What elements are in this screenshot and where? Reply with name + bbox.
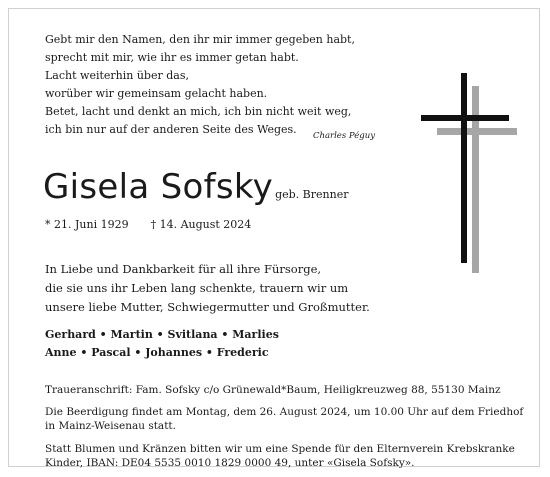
donation-line: Statt Blumen und Kränzen bitten wir um eine Spende für den Elternverein Krebskranke [45, 443, 515, 455]
obituary-card [8, 8, 540, 467]
poem-line: Lacht weiterhin über das, [45, 69, 189, 82]
family-line: Anne • Pascal • Johannes • Frederic [45, 346, 269, 359]
poem-line: worüber wir gemeinsam gelacht haben. [45, 87, 268, 100]
thanks-line: unsere liebe Mutter, Schwiegermutter und Großmutter. [45, 300, 370, 314]
poem [45, 31, 375, 139]
death-date: † 14. August 2024 [150, 218, 252, 231]
cross-gray-horizontal [437, 128, 517, 135]
deceased-name: Gisela Sofsky [43, 167, 274, 207]
funeral-line: in Mainz-Weisenau statt. [45, 420, 176, 432]
deceased-name-row [43, 167, 348, 207]
cross-gray-vertical [472, 86, 479, 273]
poem-line: ich bin nur auf der anderen Seite des Weges. [45, 123, 297, 136]
birth-date: * 21. Juni 1929 [45, 218, 129, 231]
family-members [45, 326, 279, 362]
thanks-text [45, 260, 405, 317]
cross-black-vertical [461, 73, 467, 263]
cross-black-horizontal [421, 115, 509, 121]
funeral-line: Die Beerdigung findet am Montag, dem 26. August 2024, um 10.00 Uhr auf dem Friedhof [45, 406, 524, 418]
birth-name: geb. Brenner [275, 188, 349, 201]
life-dates [45, 218, 251, 231]
thanks-line: In Liebe und Dankbarkeit für all ihre Fürsorge, [45, 262, 322, 276]
poem-line: Betet, lacht und denkt an mich, ich bin nicht weit weg, [45, 105, 352, 118]
cross-icon [419, 73, 517, 273]
thanks-line: die sie uns ihr Leben lang schenkte, trauern wir um [45, 281, 349, 295]
poem-author: Charles Péguy [312, 131, 375, 141]
mourning-address: Traueranschrift: Fam. Sofsky c/o Grünewald*Baum, Heiligkreuzweg 88, 55130 Mainz [45, 384, 501, 396]
poem-line: Gebt mir den Namen, den ihr mir immer gegeben habt, [45, 33, 355, 46]
family-line: Gerhard • Martin • Svitlana • Marlies [45, 328, 279, 341]
funeral-info [45, 405, 525, 433]
donation-info [45, 442, 525, 470]
poem-line: sprecht mit mir, wie ihr es immer getan habt. [45, 51, 299, 64]
donation-line: Kinder, IBAN: DE04 5535 0010 1829 0000 49, unter «Gisela Sofsky». [45, 457, 415, 469]
